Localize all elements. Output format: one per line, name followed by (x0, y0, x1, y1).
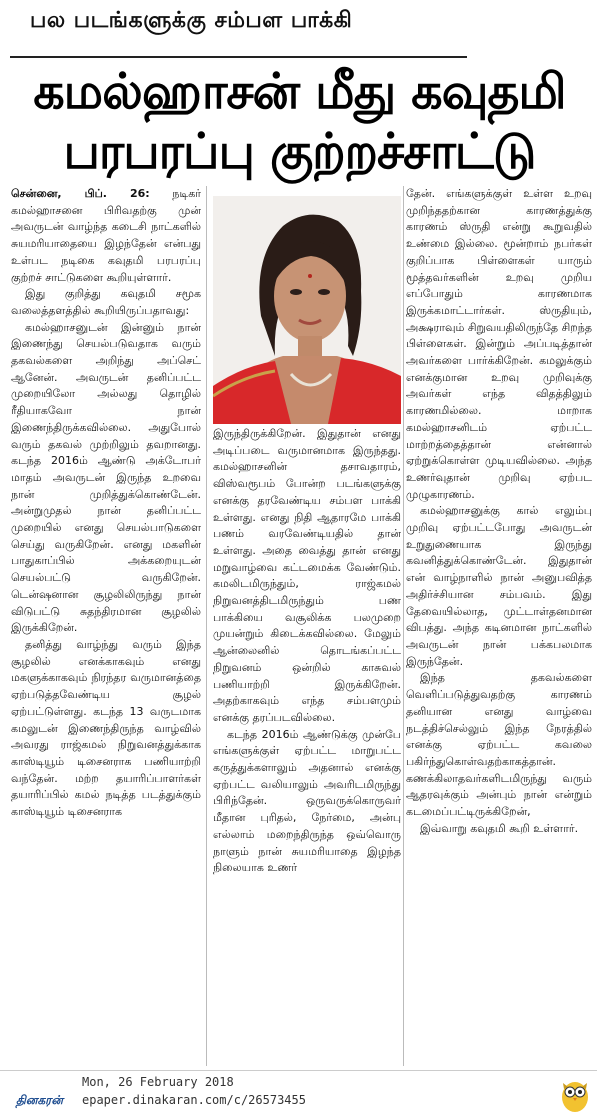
dinakaran-logo: தினகரன் (16, 1093, 63, 1107)
epaper-url[interactable]: epaper.dinakaran.com/c/26573455 (82, 1093, 306, 1107)
publication-date: Mon, 26 February 2018 (82, 1075, 234, 1089)
column-divider-2 (403, 186, 404, 1066)
kicker-heading: பல படங்களுக்கு சம்பள பாக்கி (30, 8, 353, 33)
paragraph-6: கடந்த 2016ம் ஆண்டுக்கு முன்பே எங்களுக்குள் ஏற்பட்ட மாறுபட்ட கருத்துக்களாலும் அதனால் எனக்கு ஏற்பட்ட வலியாலும் அவரிடமிருந்து பிரிந்தேன். ஒருவருக்கொருவர் மீதான புரிதல், நேர்மை, அன்பு எல்லாம் மறைந்திருந்த ஒவ்வொரு நாளும் நான் சுயமரியாதை இழந்த நிலையாக உணர் (213, 727, 401, 875)
owl-mascot-icon (560, 1077, 590, 1113)
kicker-rule (10, 56, 467, 58)
paragraph-10: இவ்வாறு கவுதமி கூறி உள்ளார். (420, 821, 579, 835)
paragraph-7: தேன். எங்களுக்குள் உள்ள உறவு முறிந்ததற்கான காரணத்துக்கு காரணம் ஸ்ருதி என்று கூறுவதில் உண்மை இல்லை. மூன்றாம் நபர்கள் குறிப்பாக பிள்ளைகள் யாரும் மூத்தவர்களின் உறவு முறிய எப்போதும் காரணமாக இருக்கமாட்டார்கள். ஸ்ருதியும், அக்ஷராவும் சிறுவயதிலிருந்தே சிறந்த பிள்ளைகள். இன்றும் அப்படித்தான் அவர்களை பார்க்கிறேன். கமலுக்கும் எனக்குமான உறவு முறிவுக்கு அவர்கள் எந்த விதத்திலும் காரணமில்லை. மாறாக கமல்ஹாசனிடம் ஏற்பட்ட மாற்றத்தைத்தான் என்னால் ஏற்றுக்கொள்ள முடியவில்லை. அந்த உணர்வுதான் முறிவு ஏற்பட முழுகாரணம். (406, 187, 592, 501)
column-divider-1 (206, 186, 207, 1066)
paragraph-1-text: நடிகர் கமல்ஹாசனை பிரிவதற்கு முன் அவருடன் வாழ்ந்த கடைசி நாட்களில் சுயமரியாதையை இழந்தேன் என்பது உள்பட நடிகை கவுதமி பரபரப்பு குற்றச் சாட்டுகளை கூறியுள்ளார். (11, 187, 201, 284)
article-photo (213, 196, 401, 424)
article-column-3 (406, 186, 592, 1066)
paragraph-5: இருந்திருக்கிறேன். இதுதான் எனது அடிப்படை வருமானமாக இருந்தது. கமல்ஹாசனின் தசாவதாரம், விஸ்வரூபம் போன்ற படங்களுக்கு எனக்கு தரவேண்டிய சம்பள பாக்கி உள்ளது. எனது நிதி ஆதாரமே பாக்கி பணம் வரவேண்டியதில் தான் உள்ளது. அதை வைத்து தான் எனது மறுவாழ்வை கட்டமைக்க வேண்டும். கமலிடமிருந்தும், ராஜ்கமல் நிறுவனத்திடமிருந்தும் பண பாக்கியை வசூலிக்க பலமுறை முயன்றும் கிடைக்கவில்லை. மேலும் ஆன்லைனில் தொடங்கப்பட்ட நிறுவனம் ஒன்றில் காசுவல் பணியாற்றி இருக்கிறேன். அதற்காகவும் எந்த சம்பளமும் எனக்கு தரப்படவில்லை. (213, 427, 401, 724)
paragraph-4: தனித்து வாழ்ந்து வரும் இந்த சூழலில் எனக்காகவும் எனது மகளுக்காகவும் நிரந்தர வருமானத்தை ஏற்படுத்தவேண்டிய சூழல் ஏற்பட்டுள்ளது. கடந்த 13 வருடமாக கமலுடன் இணைந்திருந்த வாழ்வில் அவரது ராஜ்கமல் நிறுவனத்துக்காக காஸ்டியூம் டிசைனராக பணியாற்றி வந்தேன். மற்ற தயாரிப்பாளர்கள் தயாரிப்பில் கமல் நடித்த படத்துக்கும் காஸ்டியூம் டிசைனராக (11, 637, 201, 819)
footer (0, 1070, 597, 1117)
article-column-2 (213, 426, 401, 1066)
dateline: சென்னை, பிப். 26: (11, 187, 150, 200)
headline-line-2: பரபரப்பு குற்றச்சாட்டு (63, 123, 536, 180)
headline-line-1: கமல்ஹாசன் மீது கவுதமி (33, 63, 566, 120)
paragraph-2: இது குறித்து கவுதமி சமூக வலைத்தளத்தில் கூறியிருப்பதாவது: (11, 287, 201, 317)
paragraph-8: கமல்ஹாசனுக்கு கால் எலும்பு முறிவு ஏற்பட்டபோது அவருடன் உறுதுணையாக இருந்து கவனித்துக்கொண்டேன். இதுதான் என் வாழ்நாளில் நான் அனுபவித்த அதிர்ச்சியான சம்பவம். இது தேவையில்லாத, முட்டாள்தனமான விபத்து. அந்த கடினமான நாட்களில் அவருடன் நான் பக்கபலமாக இருந்தேன். (406, 504, 592, 668)
article-column-1 (11, 186, 201, 1066)
paragraph-9: இந்த தகவல்களை வெளிப்படுத்துவதற்கு காரணம் தனியான எனது வாழ்வை நடத்திச்செல்லும் இந்த நேரத்தில் எனக்கு ஏற்பட்ட கவலை பகிர்ந்துகொள்வதற்காகத்தான். கணக்கிலாதவர்களிடமிருந்து வரும் ஆதரவுக்கும் அன்பும் நான் என்றும் கடமைப்பட்டிருக்கிறேன், (406, 671, 592, 819)
paragraph-3: கமல்ஹாசனுடன் இன்னும் நான் இணைந்து செயல்படுவதாக வரும் தகவல்களை அறிந்து அப்செட் ஆனேன். அவருடன் தனிப்பட்ட முறையிலோ அல்லது தொழில் ரீதியாகவோ நான் இணைந்திருக்கவில்லை. அதுபோல் வரும் தகவல் முற்றிலும் தவறானது. கடந்த 2016ம் ஆண்டு அக்டோபர் மாதம் அவருடன் இருந்த உறவை நான் முறித்துக்கொண்டேன். அன்றுமுதல் நான் தனிப்பட்ட முறையில் எனது செயல்பாடுகளை செய்து வருகிறேன். எனது மகளின் பாதுகாப்பில் அக்கறையுடன் செயல்பட்டு வருகிறேன். டென்ஷனான சூழலிலிருந்து நான் விடுபட்டு சுதந்திரமான சூழலில் இருக்கிறேன். (11, 320, 201, 635)
paragraph-1 (11, 186, 201, 286)
